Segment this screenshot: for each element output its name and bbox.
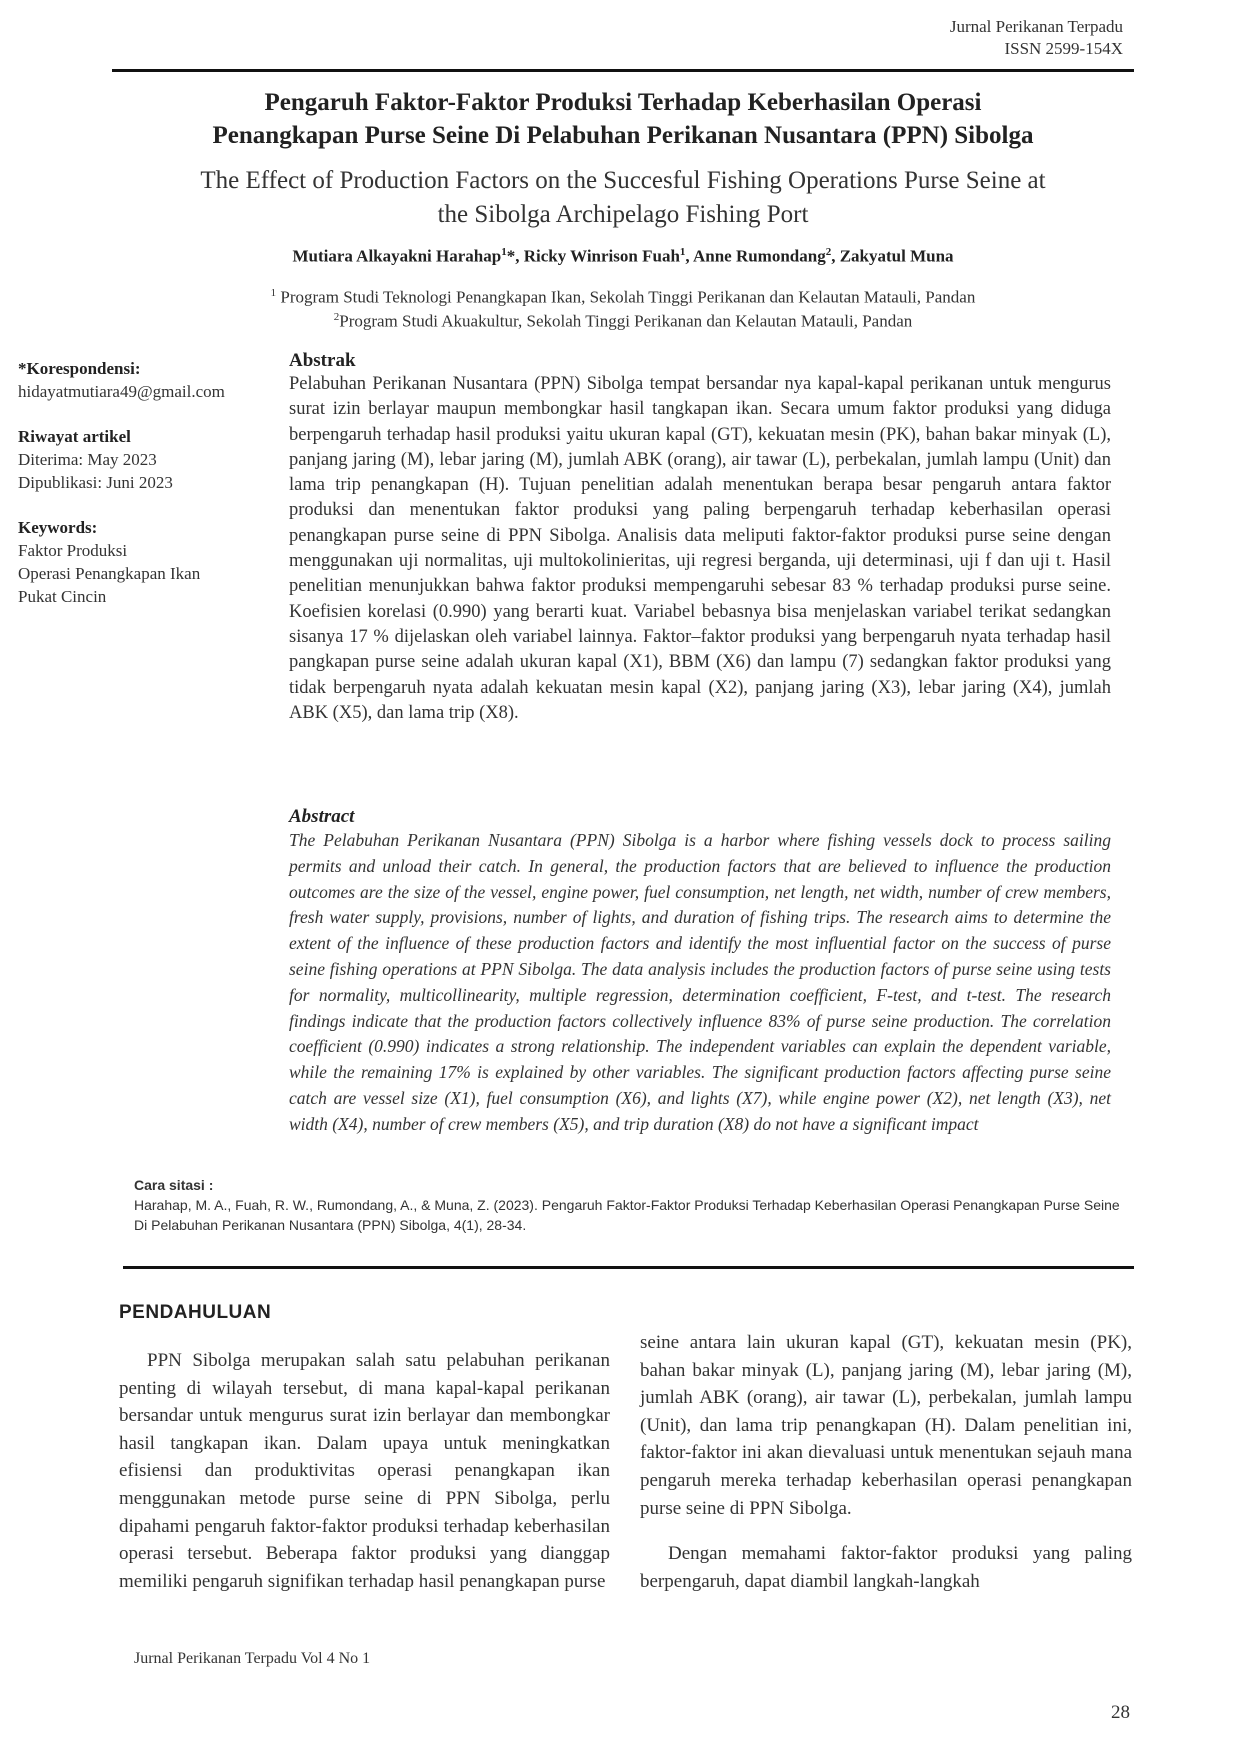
corresponding-mark: *, xyxy=(506,246,524,266)
body-paragraph: PPN Sibolga merupakan salah satu pelabuhan perikanan penting di wilayah tersebut, di mana kapal-kapal perikanan bersandar untuk mengurus surat izin berlayar dan membongkar hasil tangkapan ikan. Dalam upaya untuk meningkatkan efisiensi dan produktivitas operasi penangkapan ikan menggunakan metode purse seine di PPN Sibolga, perlu dipahami pengaruh faktor-faktor produksi terhadap keberhasilan operasi tersebut. Beberapa faktor produksi yang dianggap memiliki pengaruh signifikan terhadap hasil penangkapan purse xyxy=(119,1350,610,1592)
keyword-item: Operasi Penangkapan Ikan xyxy=(18,564,201,583)
body-column-left xyxy=(119,1347,610,1595)
issn: ISSN 2599-154X xyxy=(1004,39,1123,58)
title-indonesian-line2: Penangkapan Purse Seine Di Pelabuhan Perikanan Nusantara (PPN) Sibolga xyxy=(212,122,1034,149)
body-paragraph: Dengan memahami faktor-faktor produksi yang paling berpengaruh, dapat diambil langkah-langkah xyxy=(640,1543,1132,1592)
keywords-label: Keywords: xyxy=(18,518,98,537)
author-1: Mutiara Alkayakni Harahap xyxy=(292,246,502,266)
citation-label: Cara sitasi : xyxy=(134,1177,214,1193)
correspondence-label: *Korespondensi: xyxy=(18,359,141,378)
title-english-line1: The Effect of Production Factors on the Succesful Fishing Operations Purse Seine at xyxy=(200,167,1046,194)
author-3: Anne Rumondang xyxy=(692,246,826,266)
abstrak-text: Pelabuhan Perikanan Nusantara (PPN) Sibolga tempat bersandar nya kapal-kapal perikanan untuk mengurus surat izin berlayar maupun membongkar hasil tangkapan ikan. Secara umum faktor produksi yang diduga berpengaruh terhadap hasil produksi yaitu ukuran kapal (GT), kekuatan mesin (PK), bahan bakar minyak (L), panjang jaring (M), lebar jaring (M), jumlah ABK (orang), air tawar (L), perbekalan, jumlah lampu (Unit) dan lama trip penangkapan (H). Tujuan penelitian adalah menentukan berapa besar pengaruh antara faktor produksi dan menentukan faktor produksi yang paling berpengaruh terhadap keberhasilan operasi penangkapan purse seine di PPN Sibolga. Analisis data meliputi faktor-faktor produksi purse seine dengan menggunakan uji normalitas, uji multokolinieritas, uji regresi berganda, uji determinasi, uji f dan uji t. Hasil penelitian menunjukkan bahwa faktor produksi mempengaruhi sebesar 83 % terhadap produksi purse seine. Koefisien korelasi (0.990) yang berarti kuat. Variabel bebasnya bisa menjelaskan variabel terikat sedangkan sisanya 17 % dijelaskan oleh variabel lainnya. Faktor–faktor produksi yang berpengaruh nyata terhadap hasil pangkapan purse seine adalah ukuran kapal (X1), BBM (X6) dan lampu (7) sedangkan faktor produksi yang tidak berpengaruh nyata adalah kekuatan mesin kapal (X2), panjang jaring (X3), lebar jaring (X4), jumlah ABK (X5), dan lama trip (X8). xyxy=(289,374,1111,723)
title-indonesian xyxy=(112,86,1134,152)
citation-text: Harahap, M. A., Fuah, R. W., Rumondang, A., & Muna, Z. (2023). Pengaruh Faktor-Faktor Produksi Terhadap Keberhasilan Operasi Penangkapan Purse Seine Di Pelabuhan Perikanan Nusantara (PPN) Sibolga, 4(1), 28-34. xyxy=(134,1197,1120,1233)
keyword-item: Pukat Cincin xyxy=(18,587,107,606)
abstract-heading: Abstract xyxy=(289,806,355,827)
journal-header xyxy=(950,16,1123,60)
abstract-section xyxy=(289,806,1111,1138)
affiliation-1-text: Program Studi Teknologi Penangkapan Ikan, Sekolah Tinggi Perikanan dan Kelautan Matauli, Pandan xyxy=(276,287,976,307)
author-4: Zakyatul Muna xyxy=(839,246,954,266)
affiliation-2-text: Program Studi Akuakultur, Sekolah Tinggi Perikanan dan Kelautan Matauli, Pandan xyxy=(339,311,913,331)
affiliation-2-number: 2 xyxy=(333,311,340,323)
keyword-item: Faktor Produksi xyxy=(18,541,128,560)
journal-name: Jurnal Perikanan Terpadu xyxy=(949,17,1123,36)
affiliation-1 xyxy=(112,282,1134,309)
author-separator: , xyxy=(831,246,840,266)
affiliation-2 xyxy=(112,306,1134,333)
footer-journal: Jurnal Perikanan Terpadu Vol 4 No 1 xyxy=(134,1650,371,1667)
history-label: Riwayat artikel xyxy=(18,427,131,446)
top-divider xyxy=(112,69,1134,72)
received-date: Diterima: May 2023 xyxy=(18,450,157,469)
author-3-affil: 2 xyxy=(825,246,832,258)
author-2-affil: 1 xyxy=(679,246,686,258)
article-info-sidebar xyxy=(18,357,268,608)
body-paragraph: seine antara lain ukuran kapal (GT), kekuatan mesin (PK), bahan bakar minyak (L), panjang jaring (M), lebar jaring (M), jumlah ABK (orang), air tawar (L), perbekalan, jumlah lampu (Unit), dan lama trip penangkapan (H). Dalam penelitian ini, faktor-faktor ini akan dievaluasi untuk menentukan sejauh mana pengaruh mereka terhadap keberhasilan operasi penangkapan purse seine di PPN Sibolga. xyxy=(640,1332,1132,1519)
author-2: Ricky Winrison Fuah xyxy=(523,246,680,266)
author-list xyxy=(112,246,1134,267)
author-separator: , xyxy=(685,246,693,266)
abstrak-section xyxy=(289,350,1111,726)
title-indonesian-line1: Pengaruh Faktor-Faktor Produksi Terhadap Keberhasilan Operasi xyxy=(264,89,982,116)
affiliation-1-number: 1 xyxy=(270,287,277,299)
page-number: 28 xyxy=(1111,1702,1130,1723)
title-english-line2: the Sibolga Archipelago Fishing Port xyxy=(437,201,809,228)
section-heading: PENDAHULUAN xyxy=(119,1302,272,1323)
published-date: Dipublikasi: Juni 2023 xyxy=(18,473,173,492)
abstrak-heading: Abstrak xyxy=(289,350,356,371)
correspondence-email[interactable]: hidayatmutiara49@gmail.com xyxy=(18,382,225,401)
abstract-text: The Pelabuhan Perikanan Nusantara (PPN) Sibolga is a harbor where fishing vessels dock to process sailing permits and unload their catch. In general, the production factors that are believed to influence the production outcomes are the size of the vessel, engine power, fuel consumption, net length, net width, number of crew members, fresh water supply, provisions, number of lights, and duration of fishing trips. The research aims to determine the extent of the influence of these production factors and identify the most influential factor on the success of purse seine fishing operations at PPN Sibolga. The data analysis includes the production factors of purse seine using tests for normality, multicollinearity, multiple regression, determination coefficient, F-test, and t-test. The research findings indicate that the production factors collectively influence 83% of purse seine production. The correlation coefficient (0.990) indicates a strong relationship. The independent variables can explain the dependent variable, while the remaining 17% is explained by other variables. The significant production factors affecting purse seine catch are vessel size (X1), fuel consumption (X6), and lights (X7), while engine power (X2), net length (X3), net width (X4), number of crew members (X5), and trip duration (X8) do not have a significant impact xyxy=(289,830,1111,1134)
author-1-affil: 1 xyxy=(501,246,507,258)
citation-block xyxy=(134,1175,1134,1235)
title-english xyxy=(112,164,1134,232)
body-column-right xyxy=(640,1329,1132,1595)
section-divider xyxy=(123,1266,1134,1269)
